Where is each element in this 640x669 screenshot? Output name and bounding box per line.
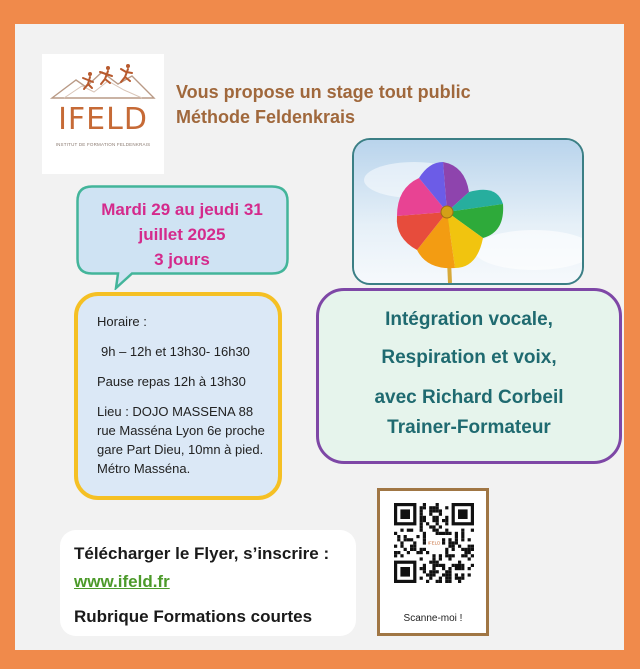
dates-line-2: juillet 2025 — [138, 225, 226, 244]
logo-tagline: INSTITUT DE FORMATION FELDENKRAIS — [55, 142, 151, 147]
registration-cta: Télécharger le Flyer, s’inscrire : — [74, 544, 330, 563]
dates-duration: 3 jours — [154, 250, 210, 269]
qr-code-card — [377, 488, 489, 636]
workshop-line-3: avec Richard Corbeil — [374, 387, 564, 408]
section-label: Rubrique Formations courtes — [74, 607, 313, 626]
workshop-line-4: Trainer-Formateur — [387, 417, 551, 438]
schedule-location: Lieu : DOJO MASSENA 88 rue Masséna Lyon 6e proche gare Part Dieu, 10mn à pied. Métro Masséna. — [97, 404, 265, 476]
schedule-box — [74, 292, 282, 500]
ifeld-logo — [42, 54, 164, 174]
schedule-lunch: Pause repas 12h à 13h30 — [97, 374, 246, 389]
intro-line-1: Vous propose un stage tout public — [176, 82, 471, 102]
intro-heading — [176, 80, 471, 130]
workshop-line-2: Respiration et voix, — [381, 347, 557, 368]
qr-code-icon[interactable] — [380, 491, 486, 603]
workshop-box — [316, 288, 622, 464]
workshop-line-1: Intégration vocale, — [385, 309, 553, 330]
website-link[interactable]: www.ifeld.fr — [74, 572, 170, 591]
schedule-hours: 9h – 12h et 13h30- 16h30 — [101, 344, 250, 359]
logo-wordmark: IFELD — [58, 102, 148, 137]
schedule-label: Horaire : — [97, 314, 147, 329]
dates-line-1: Mardi 29 au jeudi 31 — [101, 200, 263, 219]
pinwheel-icon — [354, 140, 582, 283]
qr-center-logo: IFELD — [427, 540, 441, 546]
pinwheel-image — [352, 138, 584, 285]
dates-callout — [76, 185, 289, 290]
intro-line-2: Méthode Feldenkrais — [176, 107, 356, 127]
registration-box — [60, 530, 356, 636]
dates-text — [76, 197, 288, 272]
qr-caption: Scanne-moi ! — [403, 613, 463, 624]
